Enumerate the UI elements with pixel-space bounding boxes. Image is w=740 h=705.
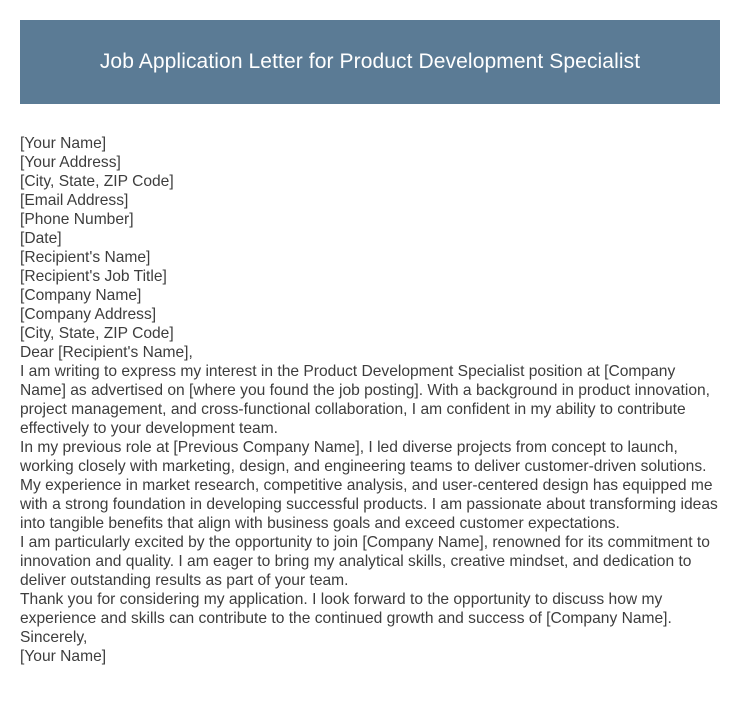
sender-city-state-zip: [City, State, ZIP Code] [20, 173, 174, 190]
recipient-job-title: [Recipient's Job Title] [20, 268, 167, 285]
header-banner [20, 20, 720, 104]
paragraph-intro: I am writing to express my interest in the Product Development Specialist position at [Company Name] as advertised on [where you found the job posting]. With a background in product innovation, project management, and cross-functional collaboration, I am confident in my ability to contribute effectively to your development team. [20, 363, 711, 437]
closing: Sincerely, [20, 629, 88, 646]
recipient-city-state-zip: [City, State, ZIP Code] [20, 325, 174, 342]
signature: [Your Name] [20, 648, 107, 665]
paragraph-motivation: I am particularly excited by the opportunity to join [Company Name], renowned for its commitment to innovation and quality. I am eager to bring my analytical skills, creative mindset, and dedication to deliver outstanding results as part of your team. [20, 534, 710, 589]
recipient-address: [Company Address] [20, 306, 157, 323]
recipient-name: [Recipient's Name] [20, 249, 151, 266]
recipient-block [20, 248, 720, 343]
sender-name: [Your Name] [20, 135, 107, 152]
paragraph-thanks: Thank you for considering my application. I look forward to the opportunity to discuss how my experience and skills can contribute to the continued growth and success of [Company Name]. [20, 591, 672, 627]
letter-date: [Date] [20, 230, 62, 247]
sender-phone: [Phone Number] [20, 211, 134, 228]
page-title: Job Application Letter for Product Development Specialist [99, 50, 641, 73]
sender-block [20, 134, 720, 248]
recipient-company: [Company Name] [20, 287, 142, 304]
letter-body [20, 134, 720, 666]
sender-address: [Your Address] [20, 154, 121, 171]
sender-email: [Email Address] [20, 192, 129, 209]
paragraph-experience: In my previous role at [Previous Company Name], I led diverse projects from concept to launch, working closely with marketing, design, and engineering teams to deliver customer-driven solutions. My experience in market research, competitive analysis, and user-centered design has equipped me with a strong foundation in developing successful products. I am passionate about transforming ideas into tangible benefits that align with business goals and exceed customer expectations. [20, 439, 718, 532]
salutation: Dear [Recipient's Name], [20, 344, 193, 361]
